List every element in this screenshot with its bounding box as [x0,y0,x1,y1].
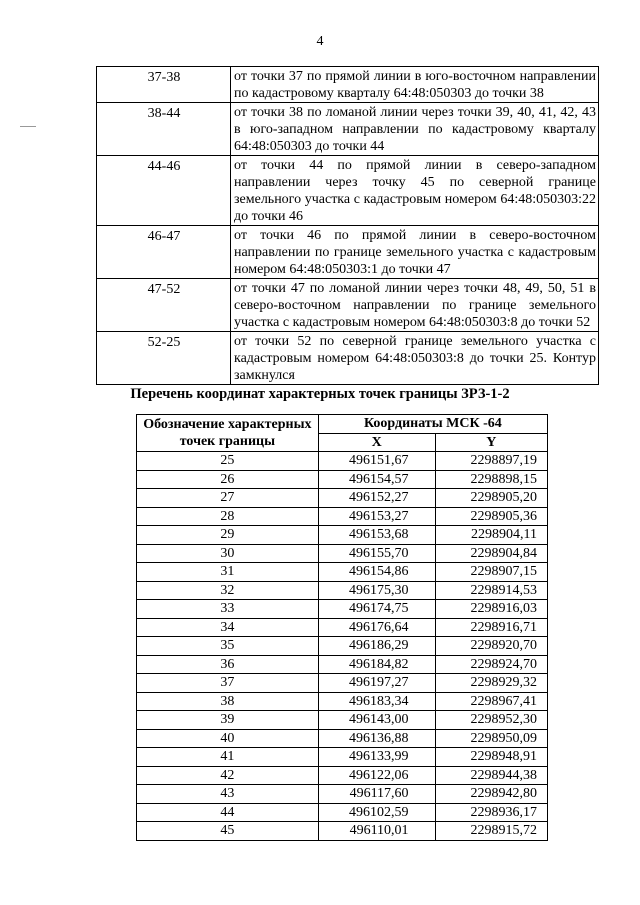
x-coordinate-cell: 496153,68 [318,526,435,545]
description-row [97,67,599,103]
point-cell: 35 [137,637,319,656]
x-header: X [318,433,435,452]
coordinate-row [137,637,548,656]
coordinate-row [137,526,548,545]
y-coordinate-cell: 2298897,19 [435,452,547,471]
x-coordinate-cell: 496151,67 [318,452,435,471]
coordinate-row [137,470,548,489]
margin-mark [20,126,36,127]
segment-cell: 52-25 [97,332,231,385]
coordinate-row [137,655,548,674]
coordinate-row [137,507,548,526]
x-coordinate-cell: 496155,70 [318,544,435,563]
segment-description-cell: от точки 46 по прямой линии в северо-восточном направлении по границе земельного участка с кадастровым номером 64:48:050303:1 до точки 47 [231,226,599,279]
x-coordinate-cell: 496122,06 [318,766,435,785]
y-coordinate-cell: 2298914,53 [435,581,547,600]
coordinates-system-header: Координаты МСК -64 [318,415,547,434]
coordinate-row [137,729,548,748]
segment-cell: 37-38 [97,67,231,103]
segment-cell: 47-52 [97,279,231,332]
y-coordinate-cell: 2298952,30 [435,711,547,730]
x-coordinate-cell: 496186,29 [318,637,435,656]
y-coordinate-cell: 2298950,09 [435,729,547,748]
segment-description-cell: от точки 47 по ломаной линии через точки 48, 49, 50, 51 в северо-восточном направлении по границе земельного участка с кадастровым номером 64:48:050303:8 до точки 52 [231,279,599,332]
point-cell: 43 [137,785,319,804]
y-coordinate-cell: 2298967,41 [435,692,547,711]
y-coordinate-cell: 2298904,11 [435,526,547,545]
coordinate-row [137,822,548,841]
y-coordinate-cell: 2298944,38 [435,766,547,785]
y-coordinate-cell: 2298905,20 [435,489,547,508]
y-coordinate-cell: 2298936,17 [435,803,547,822]
coordinate-row [137,452,548,471]
coordinates-header-row [137,415,548,434]
coordinate-row [137,785,548,804]
coordinate-row [137,618,548,637]
y-coordinate-cell: 2298942,80 [435,785,547,804]
x-coordinate-cell: 496175,30 [318,581,435,600]
point-cell: 37 [137,674,319,693]
segment-description-cell: от точки 37 по прямой линии в юго-восточном направлении по кадастровому кварталу 64:48:050303 до точки 38 [231,67,599,103]
coordinate-row [137,563,548,582]
point-cell: 41 [137,748,319,767]
description-row [97,103,599,156]
point-cell: 30 [137,544,319,563]
x-coordinate-cell: 496176,64 [318,618,435,637]
coordinate-row [137,544,548,563]
point-cell: 27 [137,489,319,508]
x-coordinate-cell: 496174,75 [318,600,435,619]
y-coordinate-cell: 2298916,03 [435,600,547,619]
coordinate-row [137,803,548,822]
coordinate-row [137,489,548,508]
segment-cell: 38-44 [97,103,231,156]
point-cell: 42 [137,766,319,785]
segment-cell: 46-47 [97,226,231,279]
y-header: Y [435,433,547,452]
y-coordinate-cell: 2298920,70 [435,637,547,656]
y-coordinate-cell: 2298907,15 [435,563,547,582]
segment-cell: 44-46 [97,156,231,226]
point-cell: 39 [137,711,319,730]
coordinate-row [137,581,548,600]
page-number: 4 [316,34,324,49]
coordinate-row [137,766,548,785]
x-coordinate-cell: 496184,82 [318,655,435,674]
y-coordinate-cell: 2298916,71 [435,618,547,637]
x-coordinate-cell: 496117,60 [318,785,435,804]
x-coordinate-cell: 496154,57 [318,470,435,489]
point-cell: 44 [137,803,319,822]
coordinate-row [137,600,548,619]
point-cell: 33 [137,600,319,619]
x-coordinate-cell: 496153,27 [318,507,435,526]
segment-description-cell: от точки 38 по ломаной линии через точки 39, 40, 41, 42, 43 в юго-западном направлении по кадастровому кварталу 64:48:050303 до точки 44 [231,103,599,156]
description-row [97,156,599,226]
point-cell: 28 [137,507,319,526]
description-row [97,332,599,385]
y-coordinate-cell: 2298948,91 [435,748,547,767]
coordinate-row [137,692,548,711]
description-row [97,226,599,279]
segment-description-cell: от точки 44 по прямой линии в северо-западном направлении через точку 45 по северной границе земельного участка с кадастровым номером 64:48:050303:22 до точки 46 [231,156,599,226]
y-coordinate-cell: 2298924,70 [435,655,547,674]
x-coordinate-cell: 496143,00 [318,711,435,730]
y-coordinate-cell: 2298898,15 [435,470,547,489]
coordinates-title: Перечень координат характерных точек границы ЗРЗ-1-2 [130,386,510,402]
point-cell: 32 [137,581,319,600]
point-cell: 40 [137,729,319,748]
x-coordinate-cell: 496110,01 [318,822,435,841]
coordinates-table [136,414,548,841]
x-coordinate-cell: 496133,99 [318,748,435,767]
point-cell: 36 [137,655,319,674]
point-cell: 45 [137,822,319,841]
coordinate-row [137,674,548,693]
point-cell: 34 [137,618,319,637]
x-coordinate-cell: 496197,27 [318,674,435,693]
y-coordinate-cell: 2298905,36 [435,507,547,526]
description-row [97,279,599,332]
x-coordinate-cell: 496183,34 [318,692,435,711]
coordinate-row [137,711,548,730]
coordinate-row [137,748,548,767]
point-cell: 38 [137,692,319,711]
point-cell: 31 [137,563,319,582]
segment-description-cell: от точки 52 по северной границе земельного участка с кадастровым номером 64:48:050303:8 до точки 25. Контур замкнулся [231,332,599,385]
x-coordinate-cell: 496152,27 [318,489,435,508]
point-cell: 25 [137,452,319,471]
x-coordinate-cell: 496136,88 [318,729,435,748]
boundary-description-table [96,66,599,385]
x-coordinate-cell: 496154,86 [318,563,435,582]
point-cell: 29 [137,526,319,545]
y-coordinate-cell: 2298904,84 [435,544,547,563]
y-coordinate-cell: 2298915,72 [435,822,547,841]
point-cell: 26 [137,470,319,489]
point-designation-header: Обозначение характерных точек границы [137,415,319,452]
x-coordinate-cell: 496102,59 [318,803,435,822]
y-coordinate-cell: 2298929,32 [435,674,547,693]
